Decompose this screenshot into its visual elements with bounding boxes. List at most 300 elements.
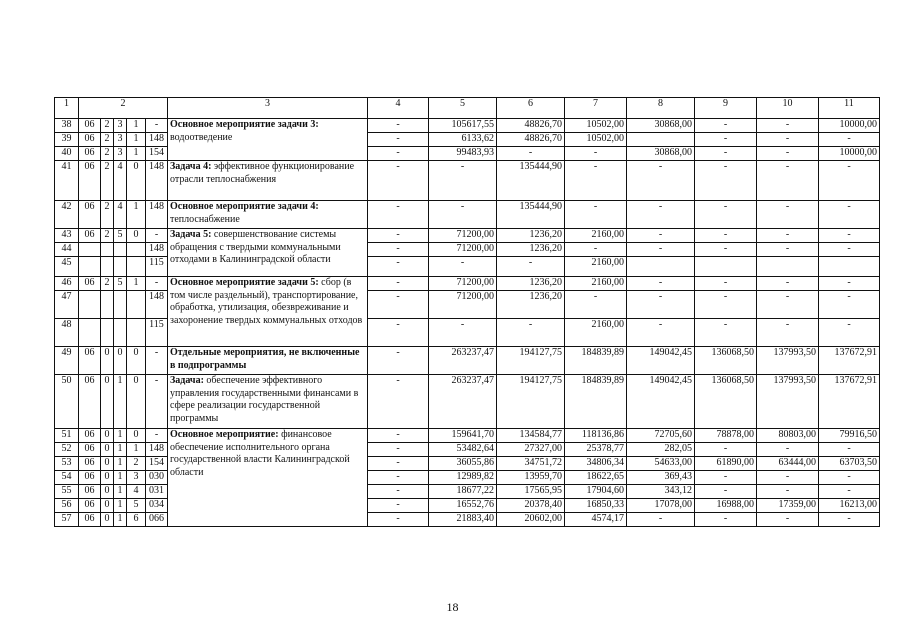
code-cell: 0: [127, 161, 146, 201]
value-cell: 99483,93: [429, 147, 497, 161]
row-number: 41: [55, 161, 79, 201]
value-cell: 17565,95: [497, 485, 565, 499]
description-cell: [168, 161, 368, 201]
description-text: теплоснабжение: [170, 213, 240, 225]
value-cell: 18677,22: [429, 485, 497, 499]
row-number: 51: [55, 429, 79, 443]
value-cell: -: [368, 161, 429, 201]
value-cell: -: [368, 319, 429, 347]
value-cell: 2160,00: [565, 319, 627, 347]
value-cell: 20378,40: [497, 499, 565, 513]
code-cell: 06: [79, 485, 101, 499]
code-cell: 0: [101, 429, 114, 443]
value-cell: 194127,75: [497, 375, 565, 429]
value-cell: -: [429, 319, 497, 347]
value-cell: -: [819, 277, 880, 291]
code-cell: [79, 319, 101, 347]
value-cell: -: [368, 147, 429, 161]
value-cell: 184839,89: [565, 347, 627, 375]
code-cell: -: [146, 229, 168, 243]
value-cell: 10502,00: [565, 119, 627, 133]
row-number: 42: [55, 201, 79, 229]
table-row: [55, 277, 880, 291]
value-cell: 72705,60: [627, 429, 695, 443]
description-cell: [168, 429, 368, 527]
value-cell: 30868,00: [627, 119, 695, 133]
code-cell: 0: [101, 471, 114, 485]
value-cell: -: [757, 229, 819, 243]
code-cell: [79, 243, 101, 257]
code-cell: -: [146, 347, 168, 375]
description-text: совершенствование системы обращения с твердыми коммунальными отходами в Калининградской области: [170, 229, 341, 265]
code-cell: -: [146, 429, 168, 443]
code-cell: 4: [127, 485, 146, 499]
code-cell: 4: [114, 161, 127, 201]
code-cell: 0: [127, 429, 146, 443]
value-cell: -: [627, 513, 695, 527]
code-cell: [114, 319, 127, 347]
value-cell: -: [565, 147, 627, 161]
value-cell: -: [757, 161, 819, 201]
code-cell: 1: [114, 471, 127, 485]
code-cell: 1: [114, 443, 127, 457]
value-cell: 135444,90: [497, 161, 565, 201]
value-cell: 1236,20: [497, 229, 565, 243]
value-cell: -: [757, 319, 819, 347]
value-cell: -: [368, 119, 429, 133]
value-cell: -: [819, 133, 880, 147]
value-cell: 1236,20: [497, 243, 565, 257]
value-cell: -: [627, 229, 695, 243]
code-cell: 148: [146, 243, 168, 257]
value-cell: -: [819, 319, 880, 347]
value-cell: -: [819, 513, 880, 527]
table-row: [55, 347, 880, 375]
row-number: 45: [55, 257, 79, 277]
code-cell: 2: [101, 161, 114, 201]
value-cell: 71200,00: [429, 229, 497, 243]
description-cell: [168, 375, 368, 429]
value-cell: 10000,00: [819, 119, 880, 133]
code-cell: 6: [127, 513, 146, 527]
code-cell: 148: [146, 133, 168, 147]
description-title: Отдельные мероприятия, не включенные в подпрограммы: [170, 347, 360, 371]
value-cell: 105617,55: [429, 119, 497, 133]
code-cell: 2: [101, 277, 114, 291]
value-cell: -: [757, 471, 819, 485]
header-cell: 10: [757, 98, 819, 119]
value-cell: -: [819, 243, 880, 257]
value-cell: 194127,75: [497, 347, 565, 375]
row-number: 38: [55, 119, 79, 133]
code-cell: 06: [79, 119, 101, 133]
value-cell: 63703,50: [819, 457, 880, 471]
value-cell: -: [627, 291, 695, 319]
value-cell: -: [695, 485, 757, 499]
table-header-row: [55, 98, 880, 119]
value-cell: -: [368, 257, 429, 277]
description-title: Основное мероприятие задачи 3:: [170, 119, 319, 130]
code-cell: 1: [127, 119, 146, 133]
value-cell: 34751,72: [497, 457, 565, 471]
code-cell: 1: [127, 443, 146, 457]
value-cell: -: [368, 443, 429, 457]
header-cell: 4: [368, 98, 429, 119]
value-cell: -: [497, 257, 565, 277]
value-cell: 16552,76: [429, 499, 497, 513]
value-cell: -: [819, 229, 880, 243]
code-cell: [101, 243, 114, 257]
value-cell: -: [757, 443, 819, 457]
value-cell: -: [819, 485, 880, 499]
row-number: 52: [55, 443, 79, 457]
code-cell: -: [146, 375, 168, 429]
code-cell: 034: [146, 499, 168, 513]
value-cell: 71200,00: [429, 277, 497, 291]
code-cell: 0: [101, 499, 114, 513]
code-cell: 154: [146, 457, 168, 471]
code-cell: 06: [79, 513, 101, 527]
description-title: Задача 4:: [170, 161, 212, 172]
value-cell: -: [368, 347, 429, 375]
code-cell: 1: [127, 277, 146, 291]
value-cell: -: [695, 319, 757, 347]
value-cell: 48826,70: [497, 133, 565, 147]
code-cell: 0: [114, 347, 127, 375]
code-cell: 06: [79, 471, 101, 485]
value-cell: -: [429, 257, 497, 277]
code-cell: [127, 243, 146, 257]
table-row: [55, 429, 880, 443]
code-cell: 06: [79, 133, 101, 147]
value-cell: 78878,00: [695, 429, 757, 443]
code-cell: 2: [101, 201, 114, 229]
code-cell: [101, 291, 114, 319]
value-cell: 12989,82: [429, 471, 497, 485]
value-cell: 263237,47: [429, 347, 497, 375]
value-cell: 137993,50: [757, 375, 819, 429]
value-cell: -: [819, 443, 880, 457]
code-cell: 4: [114, 201, 127, 229]
table-row: [55, 161, 880, 201]
value-cell: [627, 257, 695, 277]
value-cell: -: [429, 161, 497, 201]
value-cell: 79916,50: [819, 429, 880, 443]
value-cell: 149042,45: [627, 347, 695, 375]
code-cell: 2: [101, 229, 114, 243]
code-cell: 1: [114, 499, 127, 513]
value-cell: -: [695, 443, 757, 457]
row-number: 39: [55, 133, 79, 147]
value-cell: 48826,70: [497, 119, 565, 133]
header-cell: 7: [565, 98, 627, 119]
value-cell: -: [497, 147, 565, 161]
value-cell: 17078,00: [627, 499, 695, 513]
code-cell: 031: [146, 485, 168, 499]
value-cell: -: [368, 429, 429, 443]
code-cell: 2: [101, 147, 114, 161]
value-cell: -: [368, 243, 429, 257]
value-cell: -: [819, 161, 880, 201]
value-cell: -: [368, 375, 429, 429]
code-cell: -: [146, 119, 168, 133]
code-cell: 2: [127, 457, 146, 471]
value-cell: -: [695, 471, 757, 485]
row-number: 47: [55, 291, 79, 319]
value-cell: -: [757, 485, 819, 499]
value-cell: 343,12: [627, 485, 695, 499]
value-cell: -: [757, 133, 819, 147]
value-cell: 16213,00: [819, 499, 880, 513]
value-cell: -: [627, 277, 695, 291]
code-cell: 115: [146, 257, 168, 277]
description-cell: [168, 229, 368, 277]
value-cell: 10000,00: [819, 147, 880, 161]
row-number: 57: [55, 513, 79, 527]
value-cell: -: [695, 513, 757, 527]
value-cell: -: [695, 277, 757, 291]
value-cell: 184839,89: [565, 375, 627, 429]
description-title: Основное мероприятие задачи 5:: [170, 277, 319, 288]
description-title: Задача 5:: [170, 229, 212, 240]
value-cell: 159641,70: [429, 429, 497, 443]
value-cell: 263237,47: [429, 375, 497, 429]
value-cell: -: [497, 319, 565, 347]
code-cell: 1: [127, 133, 146, 147]
value-cell: 118136,86: [565, 429, 627, 443]
value-cell: 134584,77: [497, 429, 565, 443]
description-text: сбор (в том числе раздельный), транспортирование, обработка, утилизация, обезвреживание и захоронение твердых коммунальных отходов: [170, 277, 363, 326]
code-cell: 06: [79, 457, 101, 471]
value-cell: 136068,50: [695, 375, 757, 429]
row-number: 43: [55, 229, 79, 243]
description-cell: [168, 277, 368, 347]
value-cell: -: [627, 161, 695, 201]
code-cell: [79, 257, 101, 277]
code-cell: 2: [101, 119, 114, 133]
header-cell: 9: [695, 98, 757, 119]
value-cell: 136068,50: [695, 347, 757, 375]
description-title: Основное мероприятие:: [170, 429, 279, 440]
code-cell: 148: [146, 443, 168, 457]
value-cell: [627, 133, 695, 147]
value-cell: 27327,00: [497, 443, 565, 457]
value-cell: -: [368, 471, 429, 485]
value-cell: -: [565, 243, 627, 257]
table-row: [55, 375, 880, 429]
code-cell: 06: [79, 429, 101, 443]
table-row: [55, 119, 880, 133]
value-cell: 63444,00: [757, 457, 819, 471]
value-cell: [819, 257, 880, 277]
value-cell: -: [368, 133, 429, 147]
value-cell: 135444,90: [497, 201, 565, 229]
code-cell: 06: [79, 443, 101, 457]
code-cell: 06: [79, 147, 101, 161]
row-number: 48: [55, 319, 79, 347]
description-cell: [168, 119, 368, 161]
value-cell: -: [368, 291, 429, 319]
code-cell: 06: [79, 229, 101, 243]
description-cell: [168, 347, 368, 375]
code-cell: 066: [146, 513, 168, 527]
code-cell: 0: [101, 375, 114, 429]
value-cell: -: [429, 201, 497, 229]
code-cell: 148: [146, 201, 168, 229]
value-cell: 1236,20: [497, 291, 565, 319]
description-title: Задача:: [170, 375, 204, 386]
value-cell: -: [368, 201, 429, 229]
value-cell: -: [695, 243, 757, 257]
description-text: водоотведение: [170, 131, 233, 143]
code-cell: 0: [101, 485, 114, 499]
header-cell: 2: [79, 98, 168, 119]
code-cell: 148: [146, 291, 168, 319]
value-cell: -: [819, 471, 880, 485]
code-cell: [101, 319, 114, 347]
code-cell: 1: [114, 375, 127, 429]
value-cell: -: [757, 277, 819, 291]
code-cell: 1: [114, 429, 127, 443]
code-cell: 06: [79, 347, 101, 375]
value-cell: 17904,60: [565, 485, 627, 499]
header-cell: 6: [497, 98, 565, 119]
value-cell: -: [819, 201, 880, 229]
code-cell: 1: [114, 513, 127, 527]
value-cell: 71200,00: [429, 291, 497, 319]
code-cell: 5: [114, 277, 127, 291]
value-cell: 13959,70: [497, 471, 565, 485]
code-cell: 1: [127, 201, 146, 229]
value-cell: 25378,77: [565, 443, 627, 457]
value-cell: 1236,20: [497, 277, 565, 291]
budget-table: [54, 97, 880, 527]
code-cell: 06: [79, 499, 101, 513]
value-cell: 137672,91: [819, 375, 880, 429]
description-title: Основное мероприятие задачи 4:: [170, 201, 319, 212]
description-text: эффективное функционирование отрасли теплоснабжения: [170, 161, 355, 185]
value-cell: 17359,00: [757, 499, 819, 513]
header-cell: 3: [168, 98, 368, 119]
value-cell: 36055,86: [429, 457, 497, 471]
value-cell: -: [695, 291, 757, 319]
code-cell: 5: [114, 229, 127, 243]
value-cell: 2160,00: [565, 277, 627, 291]
header-cell: 1: [55, 98, 79, 119]
row-number: 40: [55, 147, 79, 161]
code-cell: 3: [114, 119, 127, 133]
value-cell: 34806,34: [565, 457, 627, 471]
value-cell: -: [565, 291, 627, 319]
value-cell: 6133,62: [429, 133, 497, 147]
value-cell: 282,05: [627, 443, 695, 457]
table-row: [55, 201, 880, 229]
code-cell: 1: [114, 457, 127, 471]
value-cell: [695, 257, 757, 277]
value-cell: 2160,00: [565, 257, 627, 277]
value-cell: -: [819, 291, 880, 319]
code-cell: 5: [127, 499, 146, 513]
code-cell: 030: [146, 471, 168, 485]
row-number: 44: [55, 243, 79, 257]
value-cell: -: [757, 291, 819, 319]
row-number: 50: [55, 375, 79, 429]
code-cell: 3: [127, 471, 146, 485]
code-cell: 1: [127, 147, 146, 161]
value-cell: 18622,65: [565, 471, 627, 485]
page-number: 18: [446, 600, 459, 614]
description-cell: [168, 201, 368, 229]
value-cell: -: [368, 457, 429, 471]
value-cell: -: [695, 229, 757, 243]
value-cell: 30868,00: [627, 147, 695, 161]
value-cell: 16850,33: [565, 499, 627, 513]
value-cell: 4574,17: [565, 513, 627, 527]
value-cell: 53482,64: [429, 443, 497, 457]
value-cell: -: [627, 319, 695, 347]
code-cell: [114, 243, 127, 257]
code-cell: 06: [79, 375, 101, 429]
value-cell: 10502,00: [565, 133, 627, 147]
value-cell: 54633,00: [627, 457, 695, 471]
code-cell: [79, 291, 101, 319]
value-cell: -: [757, 513, 819, 527]
value-cell: 369,43: [627, 471, 695, 485]
code-cell: 0: [101, 457, 114, 471]
value-cell: -: [368, 229, 429, 243]
value-cell: -: [368, 499, 429, 513]
code-cell: 0: [127, 347, 146, 375]
code-cell: 06: [79, 161, 101, 201]
row-number: 49: [55, 347, 79, 375]
row-number: 55: [55, 485, 79, 499]
value-cell: 71200,00: [429, 243, 497, 257]
value-cell: -: [368, 513, 429, 527]
code-cell: [127, 257, 146, 277]
code-cell: 3: [114, 133, 127, 147]
value-cell: -: [757, 243, 819, 257]
code-cell: 2: [101, 133, 114, 147]
value-cell: [757, 257, 819, 277]
description-text: обеспечение эффективного управления государственными финансами в сфере реализации государственной программы: [170, 375, 359, 424]
row-number: 56: [55, 499, 79, 513]
code-cell: 154: [146, 147, 168, 161]
value-cell: -: [627, 243, 695, 257]
code-cell: 148: [146, 161, 168, 201]
value-cell: -: [695, 119, 757, 133]
value-cell: -: [565, 161, 627, 201]
value-cell: 149042,45: [627, 375, 695, 429]
value-cell: -: [695, 147, 757, 161]
row-number: 46: [55, 277, 79, 291]
value-cell: -: [627, 201, 695, 229]
code-cell: [114, 291, 127, 319]
value-cell: 137672,91: [819, 347, 880, 375]
value-cell: 137993,50: [757, 347, 819, 375]
value-cell: 21883,40: [429, 513, 497, 527]
value-cell: -: [695, 161, 757, 201]
code-cell: 0: [101, 513, 114, 527]
value-cell: -: [757, 119, 819, 133]
header-cell: 8: [627, 98, 695, 119]
code-cell: [114, 257, 127, 277]
value-cell: 80803,00: [757, 429, 819, 443]
value-cell: -: [695, 201, 757, 229]
description-text: финансовое обеспечение исполнительного органа государственной власти Калининградской области: [170, 429, 350, 478]
value-cell: 2160,00: [565, 229, 627, 243]
value-cell: 61890,00: [695, 457, 757, 471]
code-cell: [127, 291, 146, 319]
